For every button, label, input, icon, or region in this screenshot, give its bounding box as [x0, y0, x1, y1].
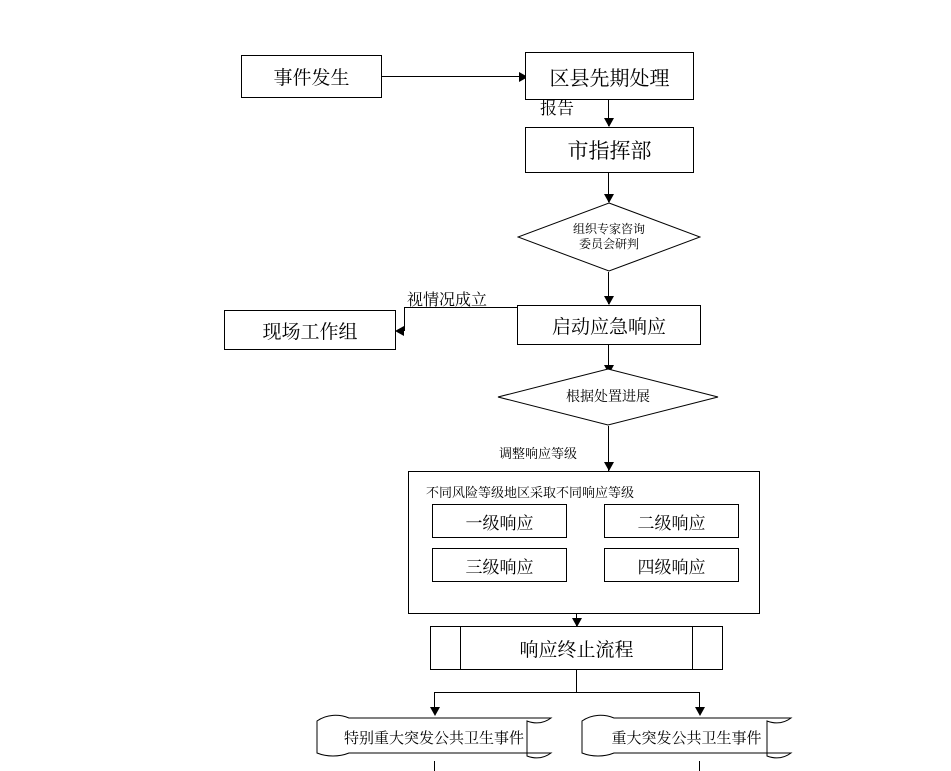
- response-level-1-label: 一级响应: [465, 513, 534, 533]
- response-level-3-label: 三级响应: [465, 557, 534, 577]
- edge-district-to-city-arrow: [604, 118, 614, 127]
- edge-doc-right-down: [699, 761, 700, 771]
- predefined-right-bar: [692, 627, 693, 669]
- response-level-3: [432, 548, 567, 582]
- node-doc-major-event: [315, 713, 553, 761]
- predefined-left-bar: [460, 627, 461, 669]
- node-terminate-flow: [430, 626, 723, 670]
- node-terminate-flow-label: 响应终止流程: [519, 639, 634, 661]
- node-district-initial-label: 区县先期处理: [549, 67, 670, 90]
- response-level-2-label: 二级响应: [637, 513, 706, 533]
- edge-label-establish: 视情况成立: [407, 292, 488, 309]
- edge-doc-left-down: [434, 761, 435, 771]
- node-field-workgroup: [224, 310, 396, 350]
- node-doc-major-event-label: 特别重大突发公共卫生事件: [343, 729, 524, 747]
- node-start-response: [517, 305, 701, 345]
- node-per-progress: [497, 368, 719, 426]
- node-start-response-label: 启动应急响应: [551, 316, 666, 338]
- node-per-progress-label: 根据处置进展: [566, 388, 650, 405]
- node-expert-review: [517, 202, 701, 272]
- response-level-1: [432, 504, 567, 538]
- edge-terminate-stem: [576, 670, 577, 692]
- edge-start-to-field-arrow: [395, 326, 404, 336]
- node-expert-review-line1: 组织专家咨询: [572, 222, 645, 236]
- edge-progress-to-group-arrow: [604, 462, 614, 471]
- edge-label-report: 报告: [540, 99, 574, 118]
- response-level-4-label: 四级响应: [637, 557, 706, 577]
- node-field-workgroup-label: 现场工作组: [262, 321, 358, 343]
- node-doc-serious-event-label: 重大突发公共卫生事件: [611, 729, 762, 747]
- edge-terminate-split: [434, 692, 699, 693]
- response-level-4: [604, 548, 739, 582]
- node-event-occurs: [241, 55, 382, 98]
- node-district-initial: [525, 52, 694, 100]
- edge-label-adjust-level: 调整响应等级: [499, 446, 578, 461]
- node-event-occurs-label: 事件发生: [273, 68, 350, 89]
- response-levels-group-title: 不同风险等级地区采取不同响应等级: [426, 485, 635, 500]
- response-level-2: [604, 504, 739, 538]
- node-city-command-label: 市指挥部: [567, 140, 652, 163]
- edge-event-to-district: [382, 76, 519, 77]
- edge-start-to-field-drop: [404, 307, 405, 331]
- edge-expert-to-start-arrow: [604, 296, 614, 305]
- node-city-command: [525, 127, 694, 173]
- node-doc-serious-event: [580, 713, 793, 761]
- node-expert-review-line2: 委员会研判: [578, 237, 639, 251]
